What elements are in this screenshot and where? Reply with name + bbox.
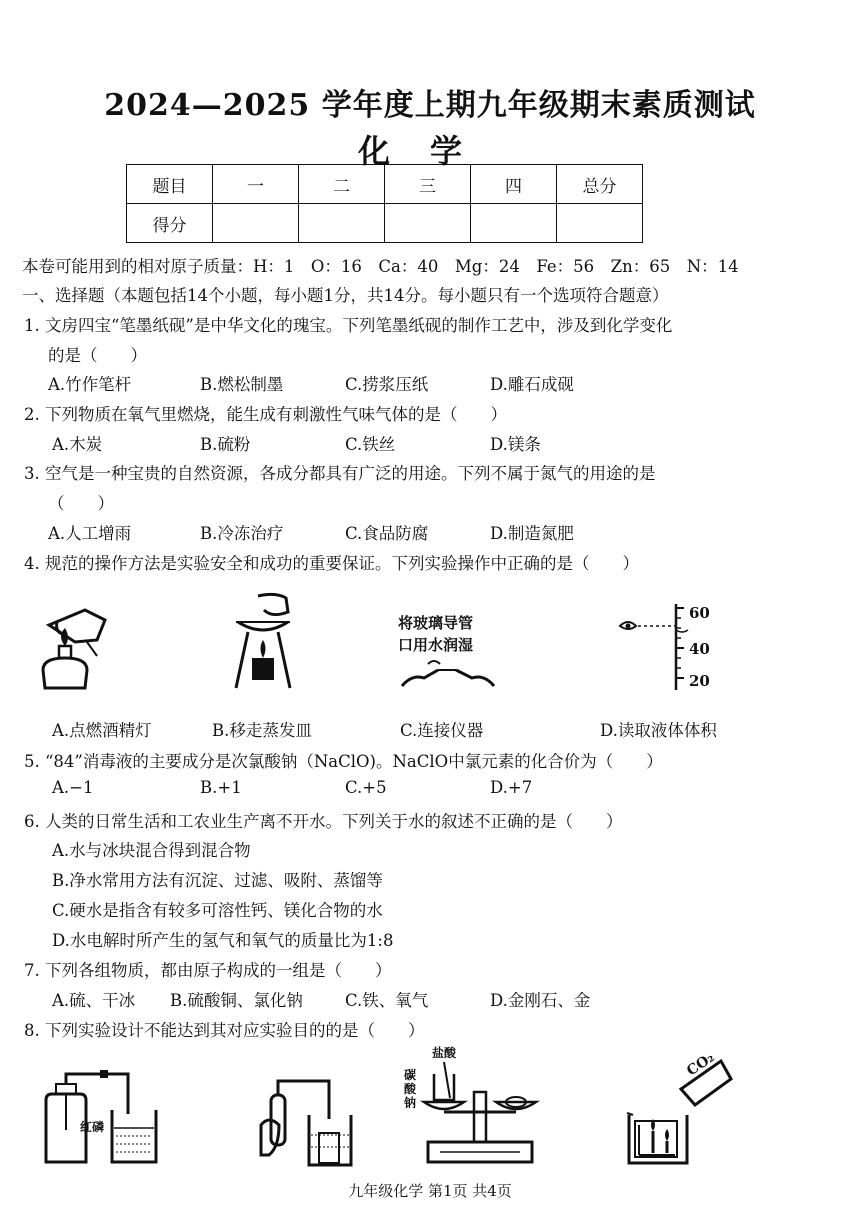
question-stem: 2. 下列物质在氧气里燃烧，能生成有刺激性气味气体的是（ ） xyxy=(24,405,507,424)
option-d: D.制造氮肥 xyxy=(490,524,574,543)
option-a: A.木炭 xyxy=(52,435,103,454)
option-a: A.硫、干冰 xyxy=(52,991,136,1010)
na2co3-label-2: 酸 xyxy=(404,1082,417,1096)
option-a: A.竹作笔杆 xyxy=(48,375,132,394)
score-header-cell: 总分 xyxy=(557,165,643,204)
option-d: D.+7 xyxy=(490,778,533,797)
option-d: D.镁条 xyxy=(490,435,541,454)
question-stem: 的是（ ） xyxy=(48,346,147,365)
score-header-cell: 二 xyxy=(299,165,385,204)
option-c: C.连接仪器 xyxy=(400,721,484,740)
question-stem: 3. 空气是一种宝贵的自然资源，各成分都具有广泛的用途。下列不属于氮气的用途的是 xyxy=(24,464,656,483)
hcl-label: 盐酸 xyxy=(432,1046,457,1060)
subject-title: 化学 xyxy=(357,132,502,170)
cylinder-label-40: 40 xyxy=(689,640,710,658)
page-footer: 九年级化学 第1页 共4页 xyxy=(348,1182,512,1200)
score-header-cell: 一 xyxy=(213,165,299,204)
section-heading: 一、选择题（本题包括14个小题，每小题1分，共14分。每小题只有一个选项符合题意） xyxy=(22,286,669,305)
question-stem: 7. 下列各组物质，都由原子构成的一组是（ ） xyxy=(24,961,392,980)
co2-label: CO₂ xyxy=(684,1049,718,1080)
connect-tubing-figure xyxy=(398,652,498,694)
score-cell xyxy=(299,204,385,243)
option-a: A.人工增雨 xyxy=(48,524,132,543)
option-a: A.水与冰块混合得到混合物 xyxy=(52,841,251,860)
score-row-label: 得分 xyxy=(127,204,213,243)
connect-note-line1: 将玻璃导管 xyxy=(398,614,474,632)
exam-title: 2024—2025 学年度上期九年级期末素质测试 xyxy=(104,88,756,123)
option-d: D.水电解时所产生的氢气和氧气的质量比为1:8 xyxy=(52,931,394,950)
atomic-mass-note: 本卷可能用到的相对原子质量：H：1 O：16 Ca：40 Mg：24 Fe：56 Zn：65 N：14 xyxy=(22,257,739,276)
score-header-cell: 三 xyxy=(385,165,471,204)
question-stem: 5. “84”消毒液的主要成分是次氯酸钠（NaClO)。NaClO中氯元素的化合价为（ ） xyxy=(24,752,663,771)
score-table xyxy=(126,164,643,243)
option-b: B.硫粉 xyxy=(200,435,251,454)
evaporating-dish-figure xyxy=(228,592,298,697)
score-cell xyxy=(213,204,299,243)
gas-collection-figure xyxy=(255,1075,355,1170)
balance-figure xyxy=(420,1060,540,1168)
option-c: C.捞浆压纸 xyxy=(345,375,429,394)
option-c: C.硬水是指含有较多可溶性钙、镁化合物的水 xyxy=(52,901,383,920)
option-a: A.点燃酒精灯 xyxy=(52,721,152,740)
score-header-cell: 题目 xyxy=(127,165,213,204)
score-cell xyxy=(557,204,643,243)
option-c: C.铁、氧气 xyxy=(345,991,429,1010)
option-d: D.金刚石、金 xyxy=(490,991,591,1010)
option-d: D.雕石成砚 xyxy=(490,375,574,394)
score-cell xyxy=(385,204,471,243)
na2co3-label-3: 钠 xyxy=(404,1096,417,1110)
option-c: C.食品防腐 xyxy=(345,524,429,543)
option-b: B.冷冻治疗 xyxy=(200,524,284,543)
co2-beaker-figure xyxy=(625,1055,735,1170)
question-stem: 6. 人类的日常生活和工农业生产离不开水。下列关于水的叙述不正确的是（ ） xyxy=(24,812,623,831)
option-a: A.−1 xyxy=(52,778,94,797)
option-c: C.铁丝 xyxy=(345,435,396,454)
option-b: B.+1 xyxy=(200,778,242,797)
option-b: B.净水常用方法有沉淀、过滤、吸附、蒸馏等 xyxy=(52,871,383,890)
question-stem: （ ） xyxy=(48,494,114,513)
phosphorus-label: 红磷 xyxy=(80,1120,105,1134)
question-stem: 4. 规范的操作方法是实验安全和成功的重要保证。下列实验操作中正确的是（ ） xyxy=(24,554,639,573)
score-cell xyxy=(471,204,557,243)
question-stem: 1. 文房四宝“笔墨纸砚”是中华文化的瑰宝。下列笔墨纸砚的制作工艺中，涉及到化学变化 xyxy=(24,316,673,335)
option-b: B.硫酸铜、氯化钠 xyxy=(170,991,303,1010)
option-c: C.+5 xyxy=(345,778,387,797)
option-b: B.移走蒸发皿 xyxy=(212,721,312,740)
connect-note-line2: 口用水润湿 xyxy=(398,636,474,654)
na2co3-label-1: 碳 xyxy=(404,1068,417,1082)
cylinder-label-20: 20 xyxy=(689,672,710,690)
alcohol-lamp-figure xyxy=(35,600,115,695)
score-header-cell: 四 xyxy=(471,165,557,204)
question-stem: 8. 下列实验设计不能达到其对应实验目的的是（ ） xyxy=(24,1021,425,1040)
option-b: B.燃松制墨 xyxy=(200,375,284,394)
cylinder-label-60: 60 xyxy=(689,604,710,622)
option-d: D.读取液体体积 xyxy=(600,721,717,740)
